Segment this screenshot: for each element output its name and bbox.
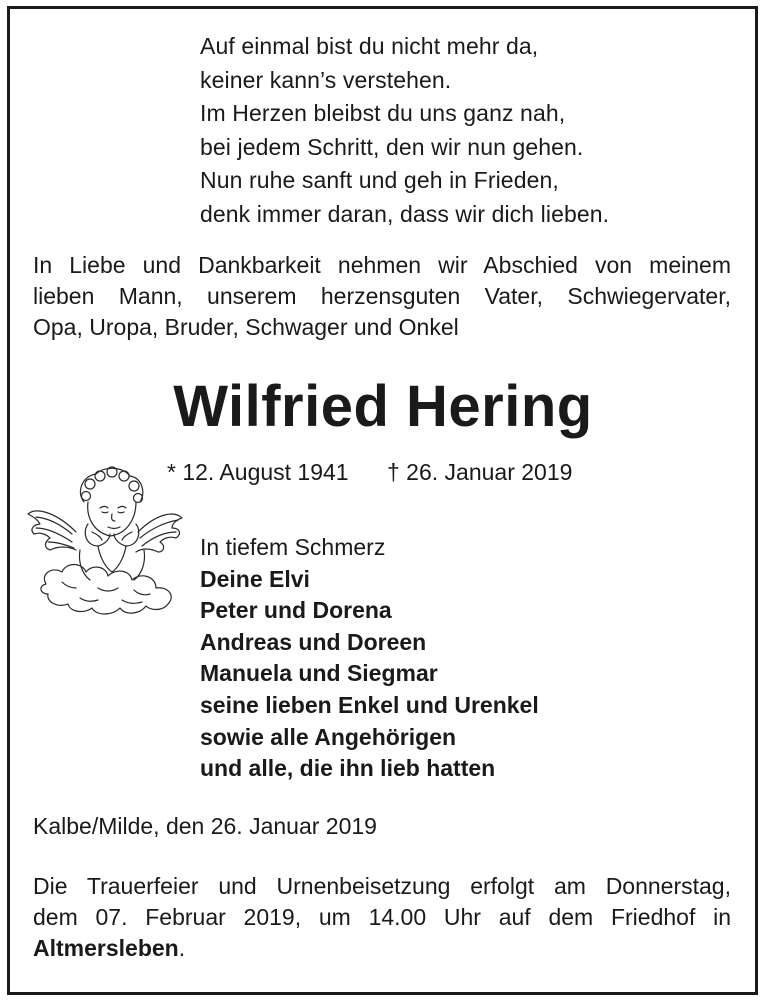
poem-line: denk immer daran, dass wir dich lieben.	[200, 200, 610, 227]
funeral-location: Altmersleben	[33, 935, 179, 961]
poem-line: Im Herzen bleibst du uns ganz nah,	[200, 100, 566, 126]
poem-line: keiner kann’s verstehen.	[200, 66, 452, 93]
life-dates	[167, 457, 572, 487]
funeral-line: Die Trauerfeier und Urnenbeisetzung erfolgt am Donnerstag,	[33, 873, 731, 899]
intro-line: lieben Mann, unserem herzensguten Vater, Schwiegervater,	[33, 283, 731, 309]
mourner-name: und alle, die ihn lieb hatten	[200, 755, 496, 782]
intro-line: Opa, Uropa, Bruder, Schwager und Onkel	[33, 314, 459, 340]
death-date: † 26. Januar 2019	[387, 459, 573, 485]
cherub-angel-icon	[26, 462, 186, 620]
mourners-block	[200, 532, 539, 785]
mourner-name: Andreas und Doreen	[200, 628, 427, 655]
funeral-line: dem 07. Februar 2019, um 14.00 Uhr auf dem Friedhof in	[33, 904, 731, 930]
poem-line: Nun ruhe sanft und geh in Frieden,	[200, 167, 559, 193]
poem	[200, 30, 609, 231]
mourner-name: sowie alle Angehörigen	[200, 723, 457, 750]
funeral-end: .	[178, 935, 186, 961]
mourner-name: Deine Elvi	[200, 565, 310, 592]
mourner-name: Manuela und Siegmar	[200, 660, 438, 687]
intro-text	[33, 250, 731, 343]
poem-line: Auf einmal bist du nicht mehr da,	[200, 33, 539, 59]
mourner-name: seine lieben Enkel und Urenkel	[200, 691, 539, 718]
funeral-info	[33, 871, 731, 964]
deceased-name: Wilfried Hering	[173, 374, 593, 439]
mourner-name: Peter und Dorena	[200, 597, 392, 624]
intro-line: In Liebe und Dankbarkeit nehmen wir Abschied von meinem	[33, 252, 731, 278]
place-date: Kalbe/Milde, den 26. Januar 2019	[33, 813, 377, 839]
poem-line: bei jedem Schritt, den wir nun gehen.	[200, 133, 584, 160]
birth-date: * 12. August 1941	[167, 459, 349, 485]
funeral-line	[33, 933, 731, 964]
mourners-heading: In tiefem Schmerz	[200, 534, 386, 560]
